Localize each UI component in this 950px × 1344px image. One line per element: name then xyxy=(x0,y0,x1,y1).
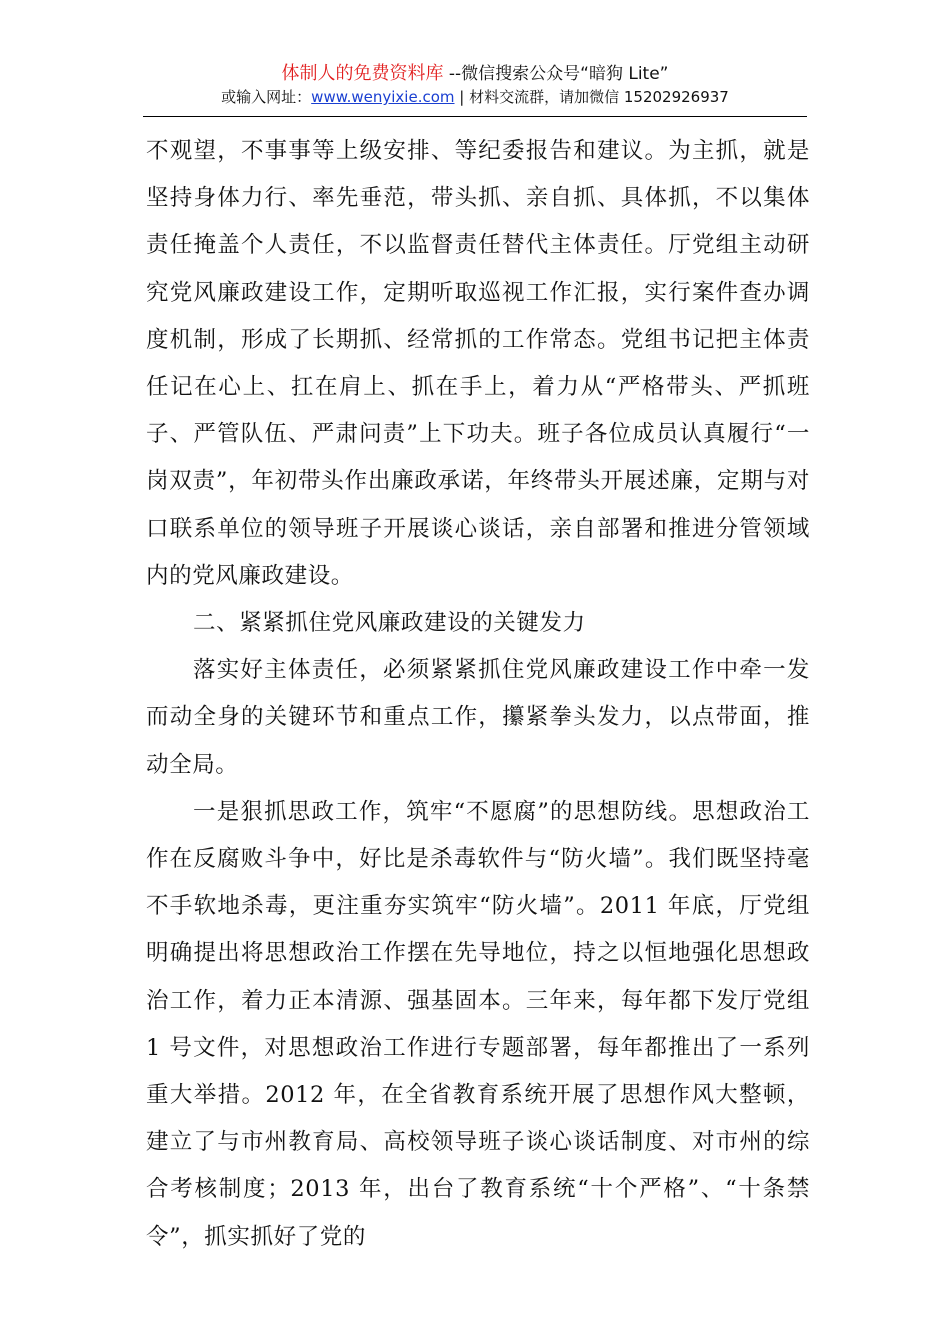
website-link[interactable]: www.wenyixie.com xyxy=(311,88,455,106)
paragraph: 落实好主体责任，必须紧紧抓住党风廉政建设工作中牵一发而动全身的关键环节和重点工作，攥紧拳头发力，以点带面，推动全局。 xyxy=(146,657,810,778)
section-heading: 二、紧紧抓住党风廉政建设的关键发力 xyxy=(193,610,586,637)
wechat-note: --微信搜索公众号“暗狗 Lite” xyxy=(443,64,669,84)
site-name: 体制人的免费资料库 xyxy=(281,63,444,84)
contact-note: | 材料交流群，请加微信 15202926937 xyxy=(454,88,729,106)
header-divider xyxy=(143,116,807,117)
header-line-2 xyxy=(0,86,950,108)
document-body xyxy=(146,128,810,1261)
header-line-1 xyxy=(0,62,950,86)
url-prefix: 或输入网址： xyxy=(221,88,312,106)
paragraph-continued: 不观望，不事事等上级安排、等纪委报告和建议。为主抓，就是坚持身体力行、率先垂范，带头抓、亲自抓、具体抓，不以集体责任掩盖个人责任，不以监督责任替代主体责任。厅党组主动研究党风廉政建设工作，定期听取巡视工作汇报，实行案件查办调度机制，形成了长期抓、经常抓的工作常态。党组书记把主体责任记在心上、扛在肩上、抓在手上，着力从“严格带头、严抓班子、严管队伍、严肃问责”上下功夫。班子各位成员认真履行“一岗双责”，年初带头作出廉政承诺，年终带头开展述廉，定期与对口联系单位的领导班子开展谈心谈话，亲自部署和推进分管领域内的党风廉政建设。 xyxy=(146,138,810,589)
page-header xyxy=(0,62,950,108)
paragraph: 一是狠抓思政工作，筑牢“不愿腐”的思想防线。思想政治工作在反腐败斗争中，好比是杀毒软件与“防火墙”。我们既坚持毫不手软地杀毒，更注重夯实筑牢“防火墙”。2011 年底，厅党组明确提出将思想政治工作摆在先导地位，持之以恒地强化思想政治工作，着力正本清源、强基固本。三年来，每年都下发厅党组 1 号文件，对思想政治工作进行专题部署，每年都推出了一系列重大举措。2012 年，在全省教育系统开展了思想作风大整顿，建立了与市州教育局、高校领导班子谈心谈话制度、对市州的综合考核制度；2013 年，出台了教育系统“十个严格”、“十条禁令”，抓实抓好了党的 xyxy=(146,798,810,1250)
